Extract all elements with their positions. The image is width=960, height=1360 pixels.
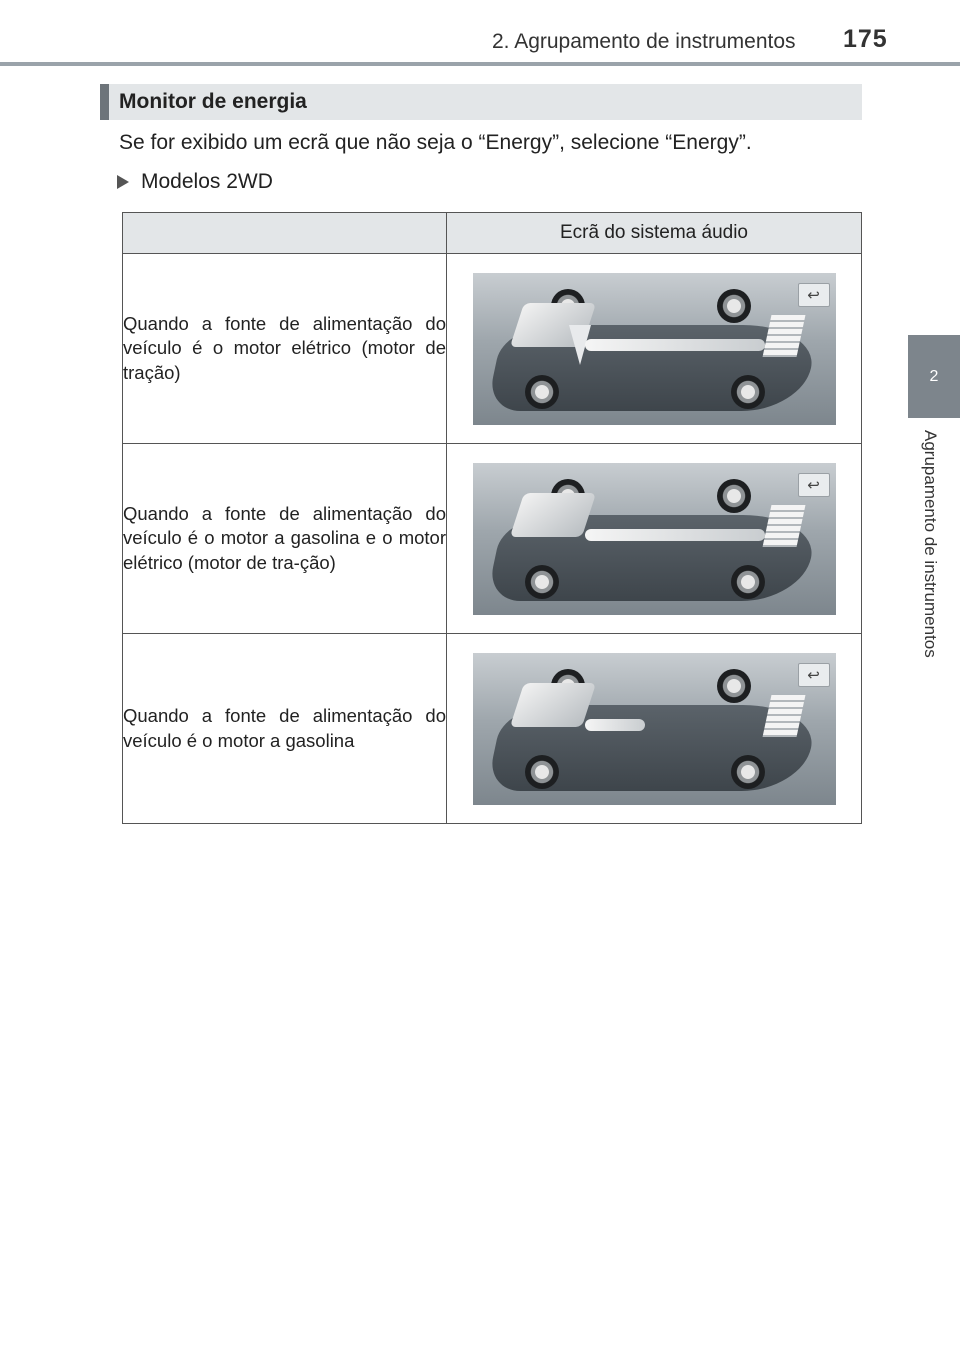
power-flow-bar bbox=[585, 719, 645, 731]
back-arrow-icon: ↩ bbox=[807, 476, 820, 494]
bullet-item bbox=[117, 170, 273, 194]
power-flow-bar bbox=[585, 529, 765, 541]
back-button[interactable] bbox=[798, 663, 830, 687]
row-description: Quando a fonte de alimentação do veículo é o motor a gasolina bbox=[123, 634, 447, 824]
section-heading bbox=[100, 84, 862, 120]
row-screen-cell bbox=[447, 254, 862, 444]
back-button[interactable] bbox=[798, 283, 830, 307]
section-heading-text: Monitor de energia bbox=[119, 90, 307, 113]
header-section-title: 2. Agrupamento de instrumentos bbox=[492, 30, 796, 53]
bullet-text: Modelos 2WD bbox=[141, 170, 273, 193]
chapter-tab bbox=[908, 335, 960, 418]
back-button[interactable] bbox=[798, 473, 830, 497]
table-column-header: Ecrã do sistema áudio bbox=[447, 213, 862, 254]
table-row bbox=[123, 444, 862, 634]
row-description: Quando a fonte de alimentação do veículo é o motor a gasolina e o motor elétrico (motor de tra-ção) bbox=[123, 444, 447, 634]
energy-screen-image bbox=[473, 463, 836, 615]
header-divider bbox=[0, 62, 960, 66]
wheel-icon bbox=[731, 755, 765, 789]
wheel-icon bbox=[525, 565, 559, 599]
back-arrow-icon: ↩ bbox=[807, 666, 820, 684]
wheel-icon bbox=[525, 375, 559, 409]
table-header-blank bbox=[123, 213, 447, 254]
chapter-tab-label: Agrupamento de instrumentos bbox=[921, 430, 940, 658]
wheel-icon bbox=[717, 669, 751, 703]
wheel-icon bbox=[717, 289, 751, 323]
triangle-bullet-icon bbox=[117, 175, 129, 189]
intro-text: Se for exibido um ecrã que não seja o “Energy”, selecione “Energy”. bbox=[119, 131, 752, 154]
row-screen-cell bbox=[447, 444, 862, 634]
wheel-icon bbox=[731, 565, 765, 599]
power-flow-bar bbox=[585, 339, 765, 351]
energy-monitor-table bbox=[122, 212, 862, 824]
row-screen-cell bbox=[447, 634, 862, 824]
table-row bbox=[123, 254, 862, 444]
wheel-icon bbox=[717, 479, 751, 513]
back-arrow-icon: ↩ bbox=[807, 286, 820, 304]
table-header-row bbox=[123, 213, 862, 254]
page-number: 175 bbox=[843, 25, 888, 53]
row-description: Quando a fonte de alimentação do veículo é o motor elétrico (motor de tração) bbox=[123, 254, 447, 444]
chapter-tab-number: 2 bbox=[929, 367, 939, 385]
energy-screen-image bbox=[473, 273, 836, 425]
wheel-icon bbox=[731, 375, 765, 409]
table-row bbox=[123, 634, 862, 824]
engine-icon bbox=[509, 683, 595, 727]
engine-icon bbox=[509, 493, 595, 537]
wheel-icon bbox=[525, 755, 559, 789]
energy-screen-image bbox=[473, 653, 836, 805]
